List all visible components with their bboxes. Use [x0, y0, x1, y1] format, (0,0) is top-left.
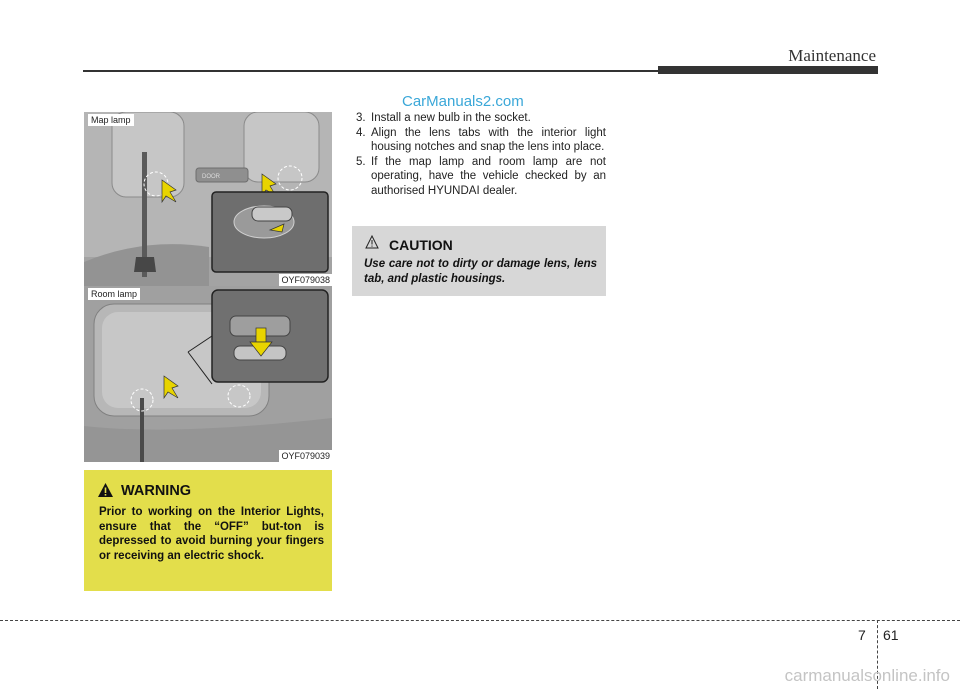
step-item — [356, 111, 606, 126]
warning-triangle-icon — [97, 482, 114, 498]
figure-code: OYF079038 — [281, 275, 330, 285]
room-lamp-figure — [84, 286, 332, 462]
instruction-steps — [356, 111, 606, 198]
chapter-number: 7 — [858, 627, 866, 643]
map-lamp-illustration — [84, 112, 332, 286]
caution-triangle-icon — [365, 235, 379, 249]
caution-title: CAUTION — [389, 237, 453, 253]
figure-label: Map lamp — [88, 114, 134, 126]
step-item — [356, 126, 606, 155]
footer-rule — [0, 620, 960, 621]
figure-code: OYF079039 — [281, 451, 330, 461]
step-number: 4. — [356, 126, 366, 139]
step-text: Install a new bulb in the socket. — [371, 112, 531, 124]
warning-title: WARNING — [121, 483, 192, 499]
caution-text: Use care not to dirty or damage lens, lens tab, and plastic housings. — [364, 258, 597, 285]
header-rule — [83, 70, 658, 72]
map-lamp-figure — [84, 112, 332, 286]
step-text: If the map lamp and room lamp are not operating, have the vehicle checked by an authorised HYUNDAI dealer. — [371, 155, 606, 197]
warning-text: Prior to working on the Interior Lights, ensure that the “OFF” but-ton is depressed to avoid burning your fingers or receiving an electric shock. — [99, 506, 324, 562]
step-number: 5. — [356, 155, 366, 168]
step-item — [356, 155, 606, 199]
step-number: 3. — [356, 112, 366, 124]
header-rule-bar — [658, 66, 878, 74]
step-text: Align the lens tabs with the interior light housing notches and snap the lens into place. — [371, 126, 606, 153]
caution-box — [352, 226, 606, 296]
warning-box — [84, 470, 332, 591]
watermark-link[interactable]: carmanualsonline.info — [784, 666, 950, 685]
section-title: Maintenance — [788, 46, 876, 65]
watermark-link[interactable]: CarManuals2.com — [402, 93, 524, 110]
svg-text:DOOR: DOOR — [202, 174, 220, 180]
room-lamp-illustration — [84, 286, 332, 462]
figure-label: Room lamp — [88, 288, 140, 300]
page-number: 61 — [883, 627, 899, 643]
